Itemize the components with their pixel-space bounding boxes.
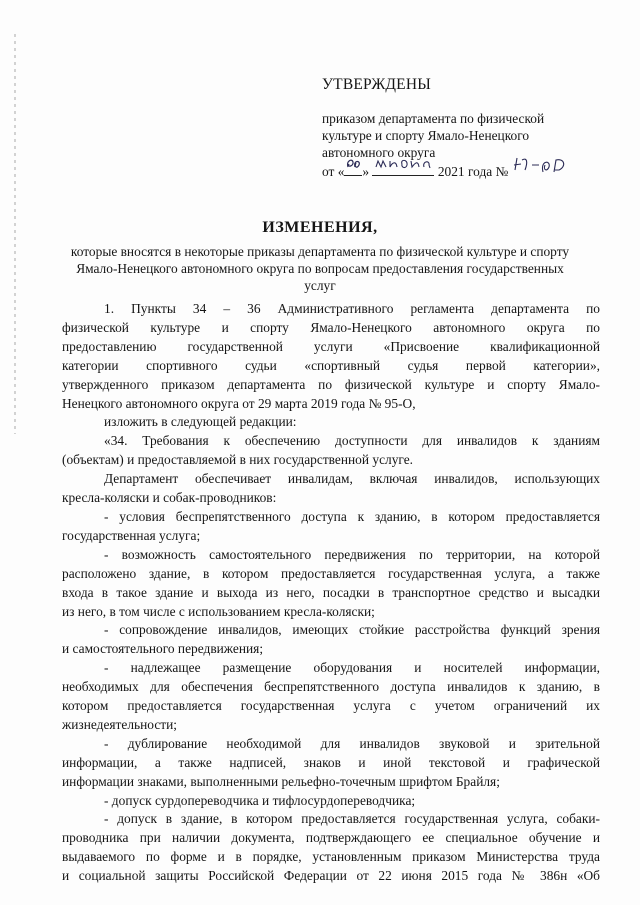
text-line: изложить в следующей редакции: — [104, 414, 297, 430]
heading-title: ИЗМЕНЕНИЯ, — [262, 219, 378, 236]
date-suffix: 2021 года № — [437, 164, 509, 179]
date-mid: » — [362, 164, 370, 179]
approval-block — [322, 76, 622, 178]
text-line: выдаваемого по форме и в порядке, установленным приказом Министерства труда — [62, 849, 600, 865]
text-line: необходимых для обеспечения беспрепятственного доступа инвалидов к зданию, в — [62, 679, 600, 695]
paragraph-5 — [62, 508, 600, 546]
text-line: - сопровождение инвалидов, имеющих стойкие расстройства функций зрения — [104, 622, 600, 638]
paragraph-1 — [62, 300, 600, 413]
text-line: проводника при наличии документа, подтверждающего ее специальное обучение и — [62, 830, 600, 846]
handwritten-month — [372, 161, 434, 176]
date-prefix: от « — [322, 164, 345, 179]
text-line: - допуск сурдопереводчика и тифлосурдопереводчика; — [104, 792, 416, 808]
text-line: - допуск в здание, в котором предоставляется государственная услуга, собаки- — [104, 811, 600, 827]
text-line: Департамент обеспечивает инвалидам, включая инвалидов, использующих — [104, 471, 600, 487]
paragraph-10 — [62, 792, 600, 811]
text-line: - дублирование необходимой для инвалидов звуковой и зрительной — [104, 735, 600, 751]
text-line: Ненецкого автономного округа от 29 марта 2019 года № 95-О, — [62, 395, 416, 411]
approval-line-2: культуре и спорту Ямало-Ненецкого — [322, 128, 530, 143]
text-line: утвержденного приказом департамента по физической культуре и спорту Ямало- — [62, 376, 600, 392]
handwritten-order-number — [512, 162, 572, 176]
text-line: - надлежащее размещение оборудования и носителей информации, — [104, 660, 600, 676]
paragraph-3 — [62, 432, 600, 470]
text-line: (объектам) и предоставляемой в них государственной услуге. — [62, 452, 414, 468]
text-line: государственная услуга; — [62, 527, 201, 543]
heading-subtitle: которые вносятся в некоторые приказы департамента по физической культуре и спорту Ямало-Ненецкого автономного округа по вопросам предоставления государственных услуг — [70, 244, 570, 293]
text-line: «34. Требования к обеспечению доступности для инвалидов к зданиям — [104, 433, 600, 449]
text-line: котором предоставляется государственная услуга с учетом ограничений их — [62, 698, 600, 714]
text-line: - возможность самостоятельного передвижения по территории, на которой — [104, 546, 600, 562]
paragraph-4 — [62, 470, 600, 508]
text-line: из него, в том числе с использованием кресла-коляски; — [62, 603, 375, 619]
text-line: категории спортивного судьи «спортивный судья первой категории», — [62, 357, 600, 373]
document-heading — [0, 219, 640, 294]
paragraph-9 — [62, 735, 600, 792]
text-line: входа в такое здание и выхода из него, посадки в транспортное средство и высадки — [62, 584, 600, 600]
text-line: расположено здание, в котором предоставляется государственная услуга, а также — [62, 565, 600, 581]
text-line: и социальной защиты Российской Федерации от 22 июня 2015 года № 386н «Об — [62, 868, 600, 884]
text-line: и самостоятельного передвижения; — [62, 641, 264, 657]
text-line: 1. Пункты 34 – 36 Административного регламента департамента по — [104, 301, 600, 316]
handwritten-day — [344, 161, 362, 176]
text-line: физической культуре и спорту Ямало-Ненецкого автономного округа по — [62, 319, 600, 335]
document-body — [62, 300, 600, 886]
paragraph-6 — [62, 546, 600, 622]
paragraph-2 — [62, 413, 600, 432]
text-line: кресла-коляски и собак-проводников: — [62, 490, 277, 506]
text-line: информации, а также надписей, знаков и иной текстовой и графической — [62, 754, 600, 770]
approval-title: УТВЕРЖДЕНЫ — [322, 76, 431, 93]
paragraph-8 — [62, 659, 600, 735]
text-line: информации знаками, выполненными рельефно-точечным шрифтом Брайля; — [62, 773, 500, 789]
approval-line-1: приказом департамента по физической — [322, 111, 545, 126]
text-line: - условия беспрепятственного доступа к зданию, в котором предоставляется — [104, 508, 600, 524]
paragraph-11 — [62, 810, 600, 886]
approval-line-3: автономного округа — [322, 145, 436, 160]
paragraph-7 — [62, 621, 600, 659]
text-line: предоставлению государственной услуги «Присвоение квалификационной — [62, 338, 600, 354]
approval-date-line — [322, 161, 622, 178]
text-line: жизнедеятельности; — [62, 716, 178, 732]
